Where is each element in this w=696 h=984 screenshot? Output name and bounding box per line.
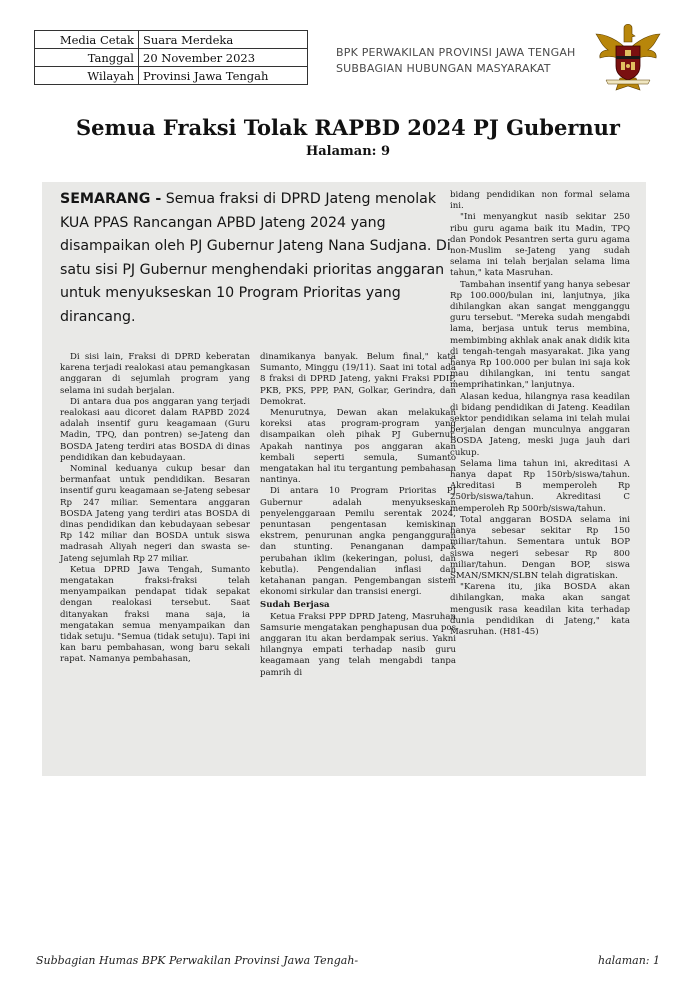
- article-paragraph: Di antara 10 Program Prioritas PJ Gubernur adalah menyukseskan penyelenggaraan Pemilu serentak 2024, penuntasan pengentasan kemiskinan ekstrem, penurunan angka pengangguran dan stunting. Penanganan dampak perubahan iklim (kekeringan, polusi, dan kebutla). Pengendalian inflasi dan ketahanan pangan. Pengembangan sistem ekonomi sirkular dan transisi energi.: [260, 486, 456, 598]
- article-paragraph: Di sisi lain, Fraksi di DPRD keberatan karena terjadi realokasi atau pemangkasan anggaran di sejumlah program yang selama ini sudah berjalan.: [60, 352, 250, 396]
- footer-page-number: halaman: 1: [598, 954, 660, 967]
- page-subtitle: Halaman: 9: [305, 144, 391, 159]
- article-column-3: [450, 190, 630, 638]
- office-unit: SUBBAGIAN HUBUNGAN MASYARAKAT: [336, 62, 551, 75]
- article-subheading: Sudah Berjasa: [260, 600, 330, 611]
- article-column-1: [60, 352, 250, 666]
- article-paragraph: Selama lima tahun ini, akreditasi A hanya dapat Rp 150rb/siswa/tahun. Akreditasi B memperoleh Rp 250rb/siswa/tahun. Akreditasi C memperoleh Rp 500rb/siswa/tahun.: [450, 458, 630, 514]
- article-paragraph: Ketua DPRD Jawa Tengah, Sumanto mengatakan fraksi-fraksi telah menyampaikan pendapat tidak sepakat dengan realokasi tersebut. Saat ditanyakan fraksi mana saja, ia mengatakan semua menyampaikan dan tidak setuju. "Semua (tidak setuju). Tapi ini kan baru pembahasan, wong baru sekali rapat. Namanya pembahasan,: [60, 564, 250, 665]
- metadata-row: [35, 49, 308, 67]
- garuda-emblem-icon: [594, 20, 662, 94]
- office-name: BPK PERWAKILAN PROVINSI JAWA TENGAH: [336, 46, 576, 59]
- newspaper-clipping: [42, 182, 646, 776]
- metadata-row: [35, 31, 308, 49]
- metadata-row: [35, 67, 308, 85]
- article-paragraph: Ketua Fraksi PPP DPRD Jateng, Masruhan Samsurie mengatakan penghapusan dua pos anggaran itu akan berdampak serius. Yakni hilangnya empati terhadap nasib guru keagamaan yang telah mengabdi tanpa pamrih di: [260, 611, 456, 678]
- article-column-2: [260, 352, 456, 679]
- office-header: [336, 45, 576, 77]
- metadata-value: Provinsi Jawa Tengah: [139, 67, 308, 85]
- article-paragraph: bidang pendidikan non formal selama ini.: [450, 190, 630, 212]
- metadata-key: Tanggal: [35, 49, 139, 67]
- article-paragraph: Total anggaran BOSDA selama ini hanya sebesar sekitar Rp 150 miliar/tahun. Sementara untuk BOP siswa negeri sebesar Rp 800 miliar/tahun. Dengan BOP, siswa SMAN/SMKN/SLBN telah digratiskan.: [450, 514, 630, 581]
- article-lead: [60, 188, 456, 329]
- article-paragraph: Tambahan insentif yang hanya sebesar Rp 100.000/bulan ini, lanjutnya, jika dihilangkan akan sangat mengganggu guru tersebut. "Mereka sudah mengabdi lama, berjasa untuk terus membina, membimbing akhlak anak anak didik kita di tengah-tengah masyarakat. Jika yang hanya Rp 100.000 per bulan ini saja kok mau dihilangkan, ini tentu sangat memprihatinkan," lanjutnya.: [450, 279, 630, 391]
- article-paragraph: dinamikanya banyak. Belum final," kata Sumanto, Minggu (19/11). Saat ini total ada 8 fraksi di DPRD Jateng, yakni Fraksi PDIP, PKB, PKS, PPP, PAN, Golkar, Gerindra, dan Demokrat.: [260, 352, 456, 407]
- article-paragraph: "Ini menyangkut nasib sekitar 250 ribu guru agama baik itu Madin, TPQ dan Pondok Pesantren serta guru agama non-Muslim se-Jateng yang sudah selama ini telah berjalan selama lima tahun," kata Masruhan.: [450, 212, 630, 279]
- page-title: Semua Fraksi Tolak RAPBD 2024 PJ Gubernur: [76, 115, 620, 140]
- metadata-value: Suara Merdeka: [139, 31, 308, 49]
- article-lead-text: Semua fraksi di DPRD Jateng menolak KUA PPAS Rancangan APBD Jateng 2024 yang disampaikan oleh PJ Gubernur Jateng Nana Sudjana. Di satu sisi PJ Gubernur menghendaki prioritas anggaran untuk menyukseskan 10 Program Prioritas yang dirancang.: [60, 191, 451, 325]
- metadata-key: Media Cetak: [35, 31, 139, 49]
- metadata-key: Wilayah: [35, 67, 139, 85]
- footer-unit: Subbagian Humas BPK Perwakilan Provinsi Jawa Tengah-: [36, 954, 359, 967]
- metadata-value: 20 November 2023: [139, 49, 308, 67]
- article-paragraph: Di antara dua pos anggaran yang terjadi realokasi aau dicoret dalam RAPBD 2024 adalah insentif guru keagamaan (Guru Madin, TPQ, dan pontren) se-Jateng dan BOSDA Jateng terdiri atas BOSDA di dinas pendidikan dan kebudayaan.: [60, 396, 250, 463]
- metadata-table: [34, 30, 308, 85]
- article-paragraph: Nominal keduanya cukup besar dan bermanfaat untuk pendidikan. Besaran insentif guru keagamaan se-Jateng sebesar Rp 247 miliar. Sementara anggaran BOSDA Jateng yang terdiri atas BOSDA di dinas pendidikan dan kebudayaan sebesar Rp 142 miliar dan BOSDA untuk siswa madrasah Aliyah negeri dan swasta se-Jateng sejumlah Rp 27 miliar.: [60, 464, 250, 564]
- article-paragraph: "Karena itu, jika BOSDA akan dihilangkan, maka akan sangat mengusik rasa keadilan kita terhadap dunia pendidikan di Jateng," kata Masruhan. (H81-45): [450, 582, 630, 637]
- article-dateline: SEMARANG -: [60, 191, 162, 207]
- article-paragraph: Menurutnya, Dewan akan melakukan koreksi atas program-program yang disampaikan oleh pihak PJ Gubernur. Apakah nantinya pos anggaran akan kembali seperti semula, Sumanto mengatakan hal itu tergantung pembahasan nantinya.: [260, 408, 456, 486]
- article-paragraph: Alasan kedua, hilangnya rasa keadilan di bidang pendidikan di Jateng. Keadilan sektor pendidikan selama ini telah mulai berjalan dengan munculnya anggaran BOSDA Jateng, meski juga jauh dari cukup.: [450, 391, 630, 458]
